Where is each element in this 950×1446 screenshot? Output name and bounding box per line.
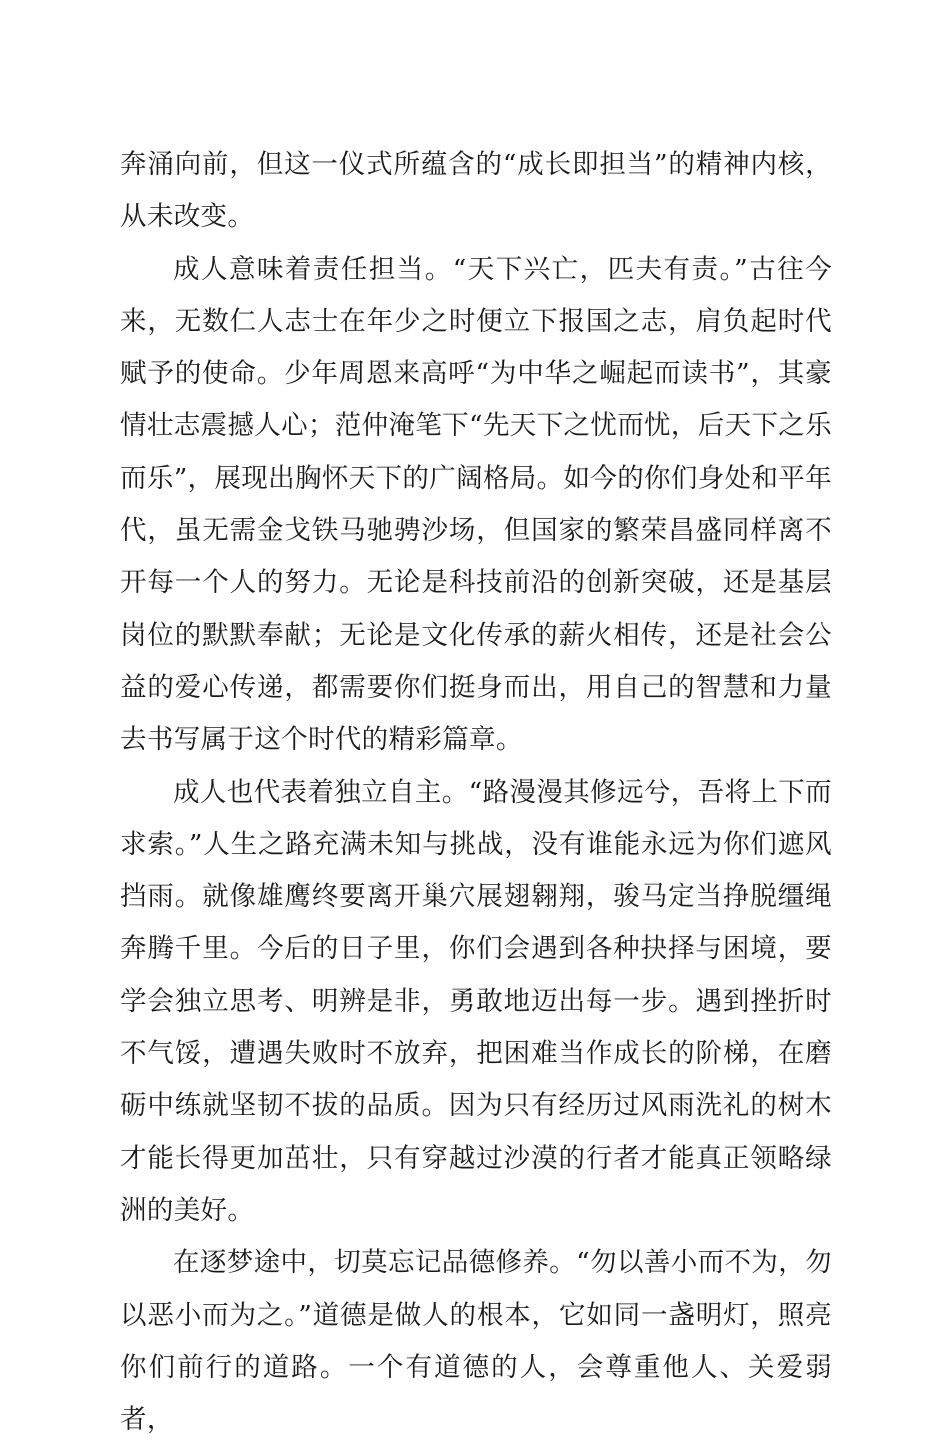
paragraph-responsibility: 成人意味着责任担当。“天下兴亡，匹夫有责。”古往今来，无数仁人志士在年少之时便立下报国之志，肩负起时代赋予的使命。少年周恩来高呼“为中华之崛起而读书”，其豪情壮志震撼人心；范仲淹笔下“先天下之忧而忧，后天下之乐而乐”，展现出胸怀天下的广阔格局。如今的你们身处和平年代，虽无需金戈铁马驰骋沙场，但国家的繁荣昌盛同样离不开每一个人的努力。无论是科技前沿的创新突破，还是基层岗位的默默奉献；无论是文化传承的薪火相传，还是社会公益的爱心传递，都需要你们挺身而出，用自己的智慧和力量去书写属于这个时代的精彩篇章。: [120, 253, 832, 756]
body-text: [120, 139, 832, 1446]
paragraph-continuation: 奔涌向前，但这一仪式所蕴含的“成长即担当”的精神内核，从未改变。: [120, 149, 832, 233]
paragraph-independence: 成人也代表着独立自主。“路漫漫其修远兮，吾将上下而求索。”人生之路充满未知与挑战，没有谁能永远为你们遮风挡雨。就像雄鹰终要离开巢穴展翅翱翔，骏马定当挣脱缰绳奔腾千里。今后的日子里，你们会遇到各种抉择与困境，要学会独立思考、明辨是非，勇敢地迈出每一步。遇到挫折时不气馁，遭遇失败时不放弃，把困难当作成长的阶梯，在磨砺中练就坚韧不拔的品质。因为只有经历过风雨洗礼的树木才能长得更加茁壮，只有穿越过沙漠的行者才能真正领略绿洲的美好。: [120, 776, 832, 1226]
paragraph-morality: 在逐梦途中，切莫忘记品德修养。“勿以善小而不为，勿以恶小而为之。”道德是做人的根本，它如同一盏明灯，照亮你们前行的道路。一个有道德的人，会尊重他人、关爱弱者，: [120, 1247, 832, 1436]
